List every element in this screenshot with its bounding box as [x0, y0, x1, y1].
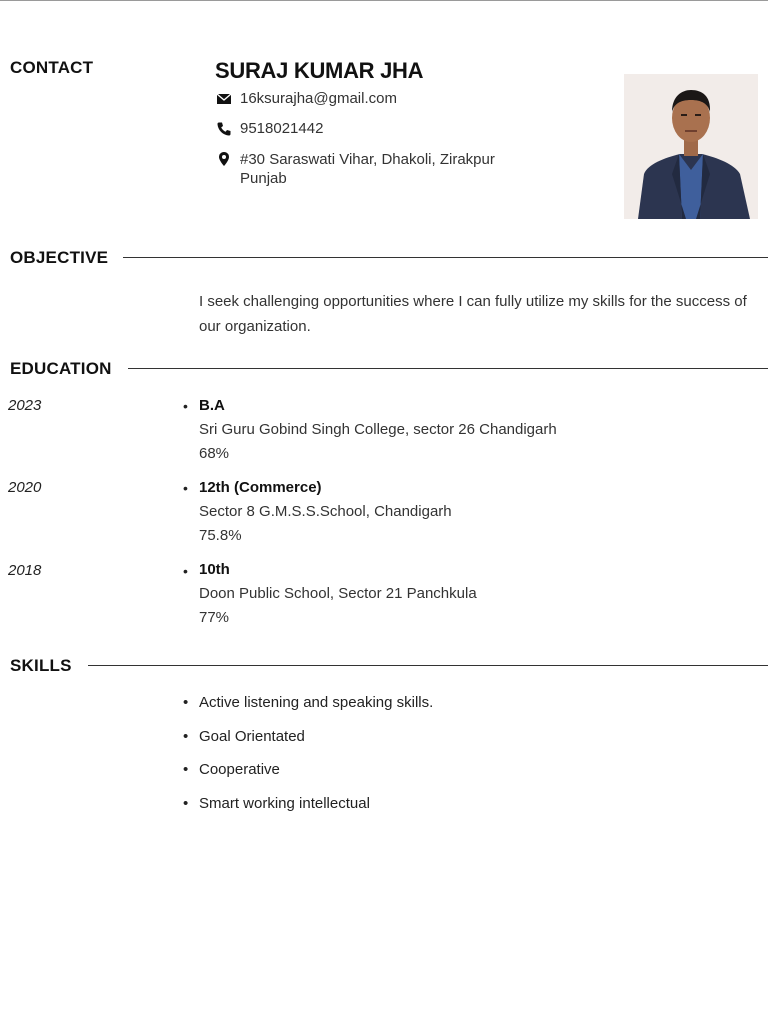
skill-text: Active listening and speaking skills. [199, 694, 434, 711]
education-score: 75.8% [199, 527, 242, 544]
location-pin-icon [216, 151, 232, 167]
address-line-1: #30 Saraswati Vihar, Dhakoli, Zirakpur [240, 151, 495, 168]
education-entry [199, 476, 452, 548]
education-year: 2020 [8, 479, 42, 496]
education-entry [199, 558, 477, 630]
bullet: • [183, 795, 189, 812]
address-row [216, 150, 495, 188]
address-line-2: Punjab [240, 170, 287, 187]
education-institution: Sri Guru Gobind Singh College, sector 26 Chandigarh [199, 421, 557, 438]
email-row [216, 90, 397, 107]
bullet: • [183, 694, 189, 711]
education-degree: B.A [199, 397, 225, 414]
skill-item [183, 694, 433, 711]
education-degree: 10th [199, 561, 230, 578]
education-institution: Doon Public School, Sector 21 Panchkula [199, 585, 477, 602]
profile-photo [624, 74, 758, 219]
education-year: 2018 [8, 562, 42, 579]
bullet: • [183, 480, 188, 496]
skill-item [183, 728, 305, 745]
bullet: • [183, 761, 189, 778]
education-divider [128, 368, 768, 369]
skill-item [183, 795, 370, 812]
envelope-icon [216, 91, 232, 107]
candidate-name: SURAJ KUMAR JHA [215, 58, 424, 83]
bullet: • [183, 563, 188, 579]
bullet: • [183, 728, 189, 745]
education-degree: 12th (Commerce) [199, 479, 322, 496]
phone-icon [216, 121, 232, 137]
contact-heading: CONTACT [10, 58, 94, 77]
phone-text: 9518021442 [240, 120, 324, 137]
skills-heading: SKILLS [10, 656, 72, 675]
education-year: 2023 [8, 397, 42, 414]
education-institution: Sector 8 G.M.S.S.School, Chandigarh [199, 503, 452, 520]
education-score: 77% [199, 609, 230, 626]
skills-divider [88, 665, 768, 666]
objective-text: I seek challenging opportunities where I can fully utilize my skills for the success of our organization. [199, 293, 747, 335]
skill-text: Cooperative [199, 761, 280, 778]
education-entry [199, 394, 557, 466]
skill-text: Goal Orientated [199, 728, 305, 745]
top-border [0, 0, 768, 1]
phone-row [216, 120, 323, 137]
skill-text: Smart working intellectual [199, 795, 370, 812]
education-heading: EDUCATION [10, 359, 112, 378]
email-text: 16ksurajha@gmail.com [240, 90, 397, 107]
education-score: 68% [199, 445, 230, 462]
address-text [240, 150, 495, 188]
skill-item [183, 761, 280, 778]
bullet: • [183, 398, 188, 414]
objective-heading: OBJECTIVE [10, 248, 109, 267]
objective-divider [123, 257, 768, 258]
